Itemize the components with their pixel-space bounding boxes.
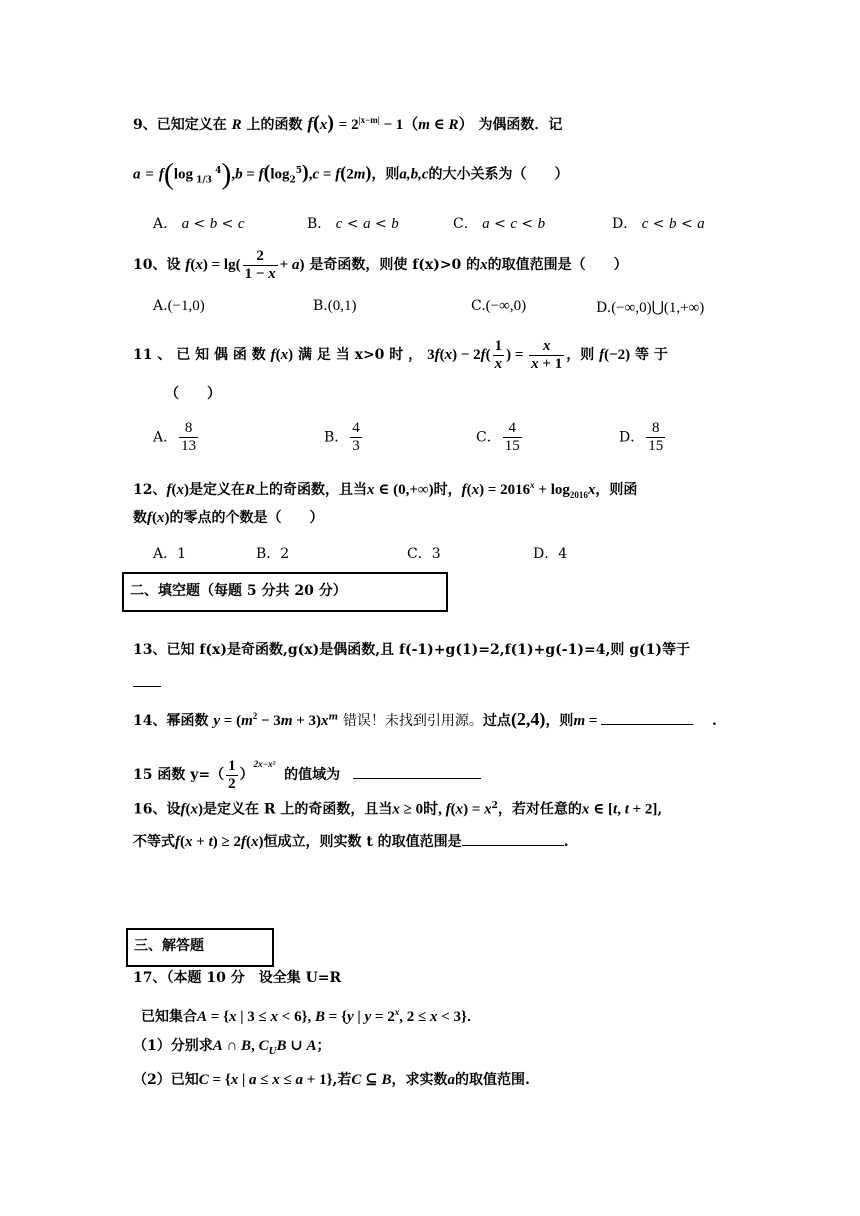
- q11-stem-c: ，则: [566, 347, 595, 363]
- q12-line1: 12、f(x)是定义在R上的奇函数，且当x ∈ (0,+∞)时，$f(x) = 2016^x + \log_{2016}x$，则函: [133, 480, 638, 500]
- q9-math-def: = $2^{|x-m|} - 1(m$ ∈ R）: [338, 115, 474, 133]
- q11-stem-d: 等 于: [635, 347, 668, 363]
- q16-blank: [462, 831, 564, 846]
- q11-option-c: C． $\frac{4}{15}$: [476, 420, 520, 454]
- q15-stem-b: ）: [239, 767, 254, 783]
- q17-stem: 17、（本题 10 分 设全集 U=R: [133, 970, 342, 986]
- q16-stem-c: ，若对任意的: [497, 801, 582, 818]
- q9-stem-c: 为偶函数．记: [478, 117, 563, 133]
- q14-tail: .: [712, 713, 717, 729]
- q14-stem-b: 过点: [482, 713, 511, 729]
- q9-option-c: C． a < c < b: [453, 216, 546, 232]
- q9-math-fx: f: [307, 114, 314, 133]
- q9-math-R: R: [231, 117, 242, 133]
- q14-stem-a: 14、幂函数: [133, 713, 209, 729]
- q12-line2: 数f(x)的零点的个数是（ ）: [133, 510, 324, 526]
- q10-frac: $\frac{2}{1 - x}$: [244, 247, 276, 282]
- q10-stem-c: 的取值范围是（ ）: [487, 257, 628, 273]
- q17-line2: 已知集合A = {x | 3 ≤ x < 6}, B = {y | $y = 2^x$, 2 ≤ x < 3}．: [141, 1007, 481, 1025]
- q12-option-b: B．2: [256, 546, 290, 562]
- q9-option-a: A． a < b < c: [153, 216, 245, 232]
- q10-option-d: D.(−∞,0)⋃(1,+∞): [596, 300, 705, 316]
- q10-stem-b: 是奇函数，则使 f(x)>0 的: [309, 257, 481, 273]
- q9-stem-b: 上的函数: [246, 117, 303, 133]
- q17-part2-c: ，求实数: [391, 1072, 448, 1088]
- q16-stem-a: 16、设: [133, 801, 181, 818]
- q17-part2: （2）已知C = {x | a ≤ x ≤ a + 1},若C ⊆ B，求实数a的取值范围.: [133, 1072, 530, 1088]
- q12-line2-b: 的零点的个数是（ ）: [169, 510, 324, 526]
- q16-line2-a: 不等式: [133, 834, 175, 850]
- q17-line2-b: ．: [466, 1009, 481, 1025]
- section2-title: 二、填空题（每题 5 分共 20 分）: [130, 583, 347, 599]
- q9-math-a: a: [133, 166, 141, 183]
- q12-stem-a: 12、: [133, 482, 167, 498]
- q15-line1: 15 函数 y=（ $\frac{1}{2}$ ）$^{2x-x^2}$ 的值域为: [133, 744, 481, 795]
- q17-part2-a: （2）已知: [133, 1072, 199, 1088]
- q12-option-c: C．3: [407, 546, 441, 562]
- q12-stem-e: ，则函: [595, 482, 638, 498]
- q14-error: 错误！未找到引用源。: [342, 713, 483, 729]
- q17-part2-d: 的取值范围.: [454, 1072, 530, 1088]
- q9-option-d: D． c < b < a: [612, 216, 705, 232]
- q10-line1: 10、设 f(x) = lg( $\frac{2}{1 - x}$ + a) 是奇函数，则使 f(x)>0 的x的取值范围是（ ）: [133, 247, 628, 282]
- q12-stem-d: 时，: [433, 482, 462, 498]
- q9-option-b: B． c < a < b: [307, 216, 399, 232]
- q16-tail: .: [563, 834, 569, 850]
- q17-part2-b: ,若: [332, 1072, 352, 1088]
- q9-line2-tail: ，则: [371, 166, 400, 183]
- q10-stem-a: 10、设: [133, 257, 181, 273]
- q11-option-a: A． $\frac{8}{13}$: [153, 420, 197, 454]
- q12-stem-c: 上的奇函数，且当: [255, 482, 367, 498]
- q14-blank: [601, 710, 693, 725]
- q15-stem-a: 15 函数 y=（: [133, 767, 225, 783]
- q12-option-d: D．4: [533, 546, 568, 562]
- q11-option-d: D． $\frac{8}{15}$: [619, 420, 664, 454]
- q11-option-b: B． $\frac{4}{3}$: [324, 420, 360, 454]
- q13-blank: [133, 686, 161, 687]
- q11-line1: 11 、 已 知 偶 函 数 f(x) 满 足 当 x>0 时 ， 3f(x) − 2f( $\frac{1}{x}$ ) = $\frac{x}{x + 1}$ ，则 f(−2) 等 于: [133, 337, 668, 372]
- q15-blank: [353, 764, 481, 779]
- q12-option-a: A．1: [153, 546, 187, 562]
- q12-stem-b: 是定义在: [188, 482, 245, 498]
- q10-option-c: C.(−∞,0): [471, 298, 527, 314]
- q11-stem-b: 满 足 当 x>0 时 ，: [297, 347, 423, 363]
- q9-line2: a = f(log $_{1/3}$ $^4),b = f(\log_2^5),c = f(2m)$，则a,b,c的大小关系为（ ）: [133, 157, 569, 191]
- q10-option-a: A.(−1,0): [153, 298, 205, 314]
- q14-stem-c: ，则: [545, 713, 574, 729]
- q16-line1: 16、设f(x)是定义在 R 上的奇函数，且当x ≥ 0时, $f(x) = x^2$，若对任意的x ∈ [t, t + 2],: [133, 801, 663, 818]
- q9-line1: 9、已知定义在 R 上的函数 $f(x) = 2^{|x-m|} - 1(m$ ∈ R） 为偶函数．记: [133, 112, 563, 134]
- q11-stem-a: 11 、 已 知 偶 函 数: [133, 347, 266, 363]
- q13-line1: 13、已知 f(x)是奇函数,g(x)是偶函数,且 f(-1)+g(1)=2,f(1)+g(-1)=4,则 g(1)等于: [133, 642, 690, 658]
- q11-paren: （ ）: [165, 386, 221, 402]
- q17-part1-b: ；: [316, 1038, 331, 1054]
- q17-part1-a: （1）分别求: [133, 1038, 213, 1054]
- q16-line2-b: 恒成立，则实数 t 的取值范围是: [263, 834, 462, 850]
- q10-option-b: B.(0,1): [313, 298, 357, 314]
- q9-stem-a: 9、已知定义在: [133, 117, 227, 133]
- q15-stem-c: 的值域为: [284, 767, 341, 783]
- q9-line2-end: 的大小关系为（ ）: [428, 166, 569, 183]
- q16-line2: 不等式f(x + t) ≥ 2f(x)恒成立，则实数 t 的取值范围是 .: [133, 831, 569, 852]
- q17-line2-a: 已知集合: [141, 1009, 197, 1025]
- section3-title: 三、解答题: [134, 938, 204, 954]
- q14-line1: 14、幂函数 $y = (m^2 - 3m + 3)x^m$ 错误！未找到引用源。过点(2,4)，则m = .: [133, 709, 717, 729]
- q17-part1: （1）分别求A ∩ B, $C_UB$ ∪ A；: [133, 1038, 331, 1057]
- q16-stem-b: 是定义在 R 上的奇函数，且当: [202, 801, 393, 818]
